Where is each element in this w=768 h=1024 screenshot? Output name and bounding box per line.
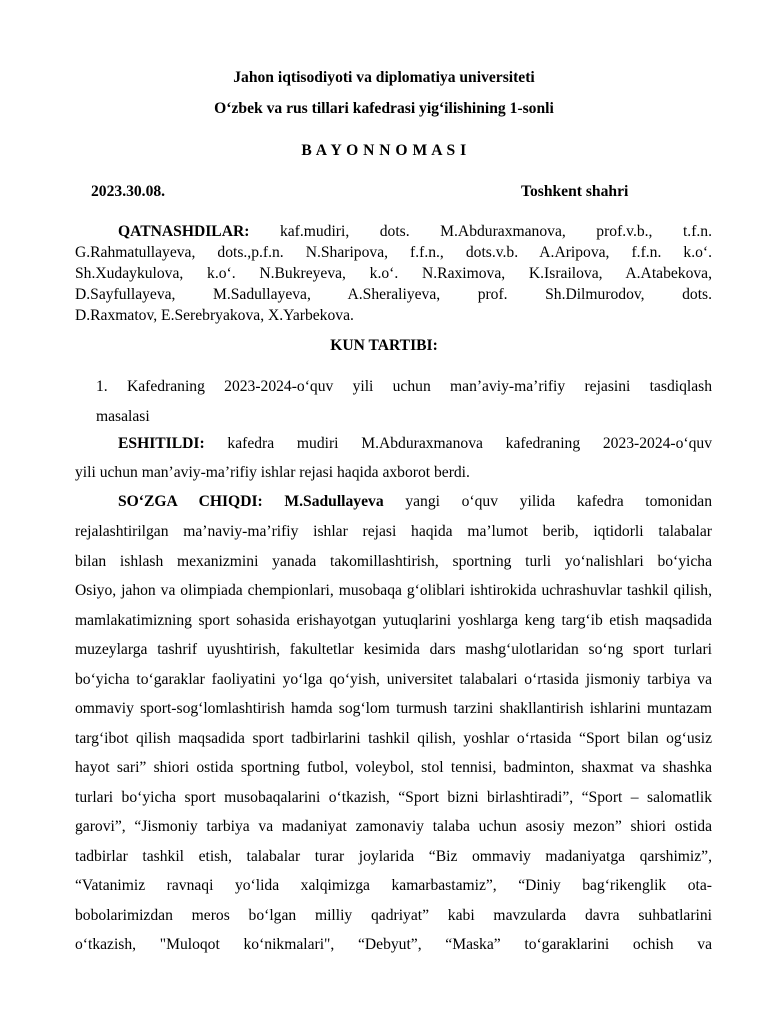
spoke-first-line (118, 492, 712, 512)
heard-first-line (118, 434, 712, 454)
spoke-line: hayot sari” shiori ostida sportning futbol, voleybol, stol tennisi, badminton, shaxmat va shashka (75, 759, 712, 776)
spoke-text: yangi o‘quv yilida kafedra tomonidan (405, 493, 713, 510)
spoke-line: targ‘ibot qilish maqsadida sport tadbirlarini tashkil qilish, yoshlar o‘rtasida “Sport bilan og‘usiz (75, 729, 712, 747)
attendees-label: QATNASHDILAR: (118, 223, 250, 240)
attendees-line: D.Raxmatov, E.Serebryakova, X.Yarbekova. (75, 307, 354, 324)
spoke-line: “Vatanimiz ravnaqi yo‘lida xalqimizga kamarbastamiz”, “Diniy bag‘rikenglik ota- (75, 877, 712, 894)
heard-line: yili uchun man’aviy-ma’rifiy ishlar rejasi haqida axborot berdi. (75, 464, 470, 481)
document-title: B A Y O N N O M A S I (301, 142, 467, 159)
attendees-line: Sh.Xudaykulova, k.o‘. N.Bukreyeva, k.o‘. N.Raximova, K.Israilova, A.Atabekova, (75, 265, 712, 282)
university-title: Jahon iqtisodiyoti va diplomatiya universiteti (233, 69, 535, 86)
spoke-line: bilan ishlash mexanizmini yanada takomillashtirish, sportning turli yo‘nalishlari bo‘yicha (75, 552, 712, 570)
attendees-first-line (118, 222, 712, 242)
document-city: Toshkent shahri (521, 183, 629, 200)
spoke-line: muzeylarga tashrif uyushtirish, fakultetlar kesimida dars mashg‘ulotlaridan so‘ng sport turlari (75, 641, 712, 658)
agenda-heading: KUN TARTIBI: (330, 337, 438, 354)
department-line: O‘zbek va rus tillari kafedrasi yig‘ilishining 1-sonli (214, 100, 554, 117)
spoke-line: bobolarimizdan meros bo‘lgan milliy qadriyat” kabi mavzularda davra suhbatlarini (75, 906, 712, 924)
heard-text: kafedra mudiri M.Abduraxmanova kafedraning 2023-2024-o‘quv (227, 435, 712, 452)
spoke-line: o‘tkazish, "Muloqot ko‘nikmalari", “Debyut”, “Maska” to‘garaklarini ochish va (75, 936, 712, 953)
agenda-item-1-cont: masalasi (96, 408, 150, 425)
agenda-item-1: 1. Kafedraning 2023-2024-o‘quv yili uchun man’aviy-ma’rifiy rejasini tasdiqlash (96, 378, 712, 395)
spoke-line: bo‘yicha to‘garaklar faoliyatini yo‘lga qo‘yish, universitet talabalari o‘rtasida jismoniy tarbiya va (75, 670, 712, 688)
heard-label: ESHITILDI: (118, 435, 205, 452)
spoke-line: rejalashtirilgan ma’naviy-ma’rifiy ishlar rejasi haqida ma’lumot berib, iqtidorli talabalar (75, 523, 712, 540)
document-date: 2023.30.08. (91, 183, 166, 200)
attendees-text: kaf.mudiri, dots. M.Abduraxmanova, prof.v.b., t.f.n. (279, 223, 712, 240)
spoke-line: ommaviy sport-sog‘lomlashtirish hamda sog‘lom turmush tarzini shakllantirish ishlarini muntazam (75, 700, 712, 717)
spoke-label: SO‘ZGA CHIQDI: (118, 493, 263, 510)
spoke-line: turlari bo‘yicha sport musobaqalarini o‘tkazish, “Sport bizni birlashtiradi”, “Sport – salomatlik (75, 788, 712, 806)
attendees-line: G.Rahmatullayeva, dots.,p.f.n. N.Sharipova, f.f.n., dots.v.b. A.Aripova, f.f.n. k.o‘. (75, 244, 712, 261)
spoke-line: tadbirlar tashkil etish, talabalar turar joylarida “Biz ommaviy madaniyatga qarshimiz”, (75, 847, 712, 865)
spoke-speaker: M.Sadullayeva (284, 493, 384, 510)
attendees-line: D.Sayfullayeva, M.Sadullayeva, A.Sheraliyeva, prof. Sh.Dilmurodov, dots. (75, 286, 712, 303)
spoke-line: garovi”, “Jismoniy tarbiya va madaniyat zamonaviy talaba uchun asosiy mezon” shiori ostida (75, 818, 712, 835)
spoke-line: Osiyo, jahon va olimpiada chempionlari, musobaqa g‘oliblari ishtirokida uchrashuvlar tashkil qilish, (75, 582, 712, 599)
spoke-line: mamlakatimizning sport sohasida erishayotgan yutuqlarini yoshlarga keng targ‘ib etish maqsadida (75, 611, 712, 629)
